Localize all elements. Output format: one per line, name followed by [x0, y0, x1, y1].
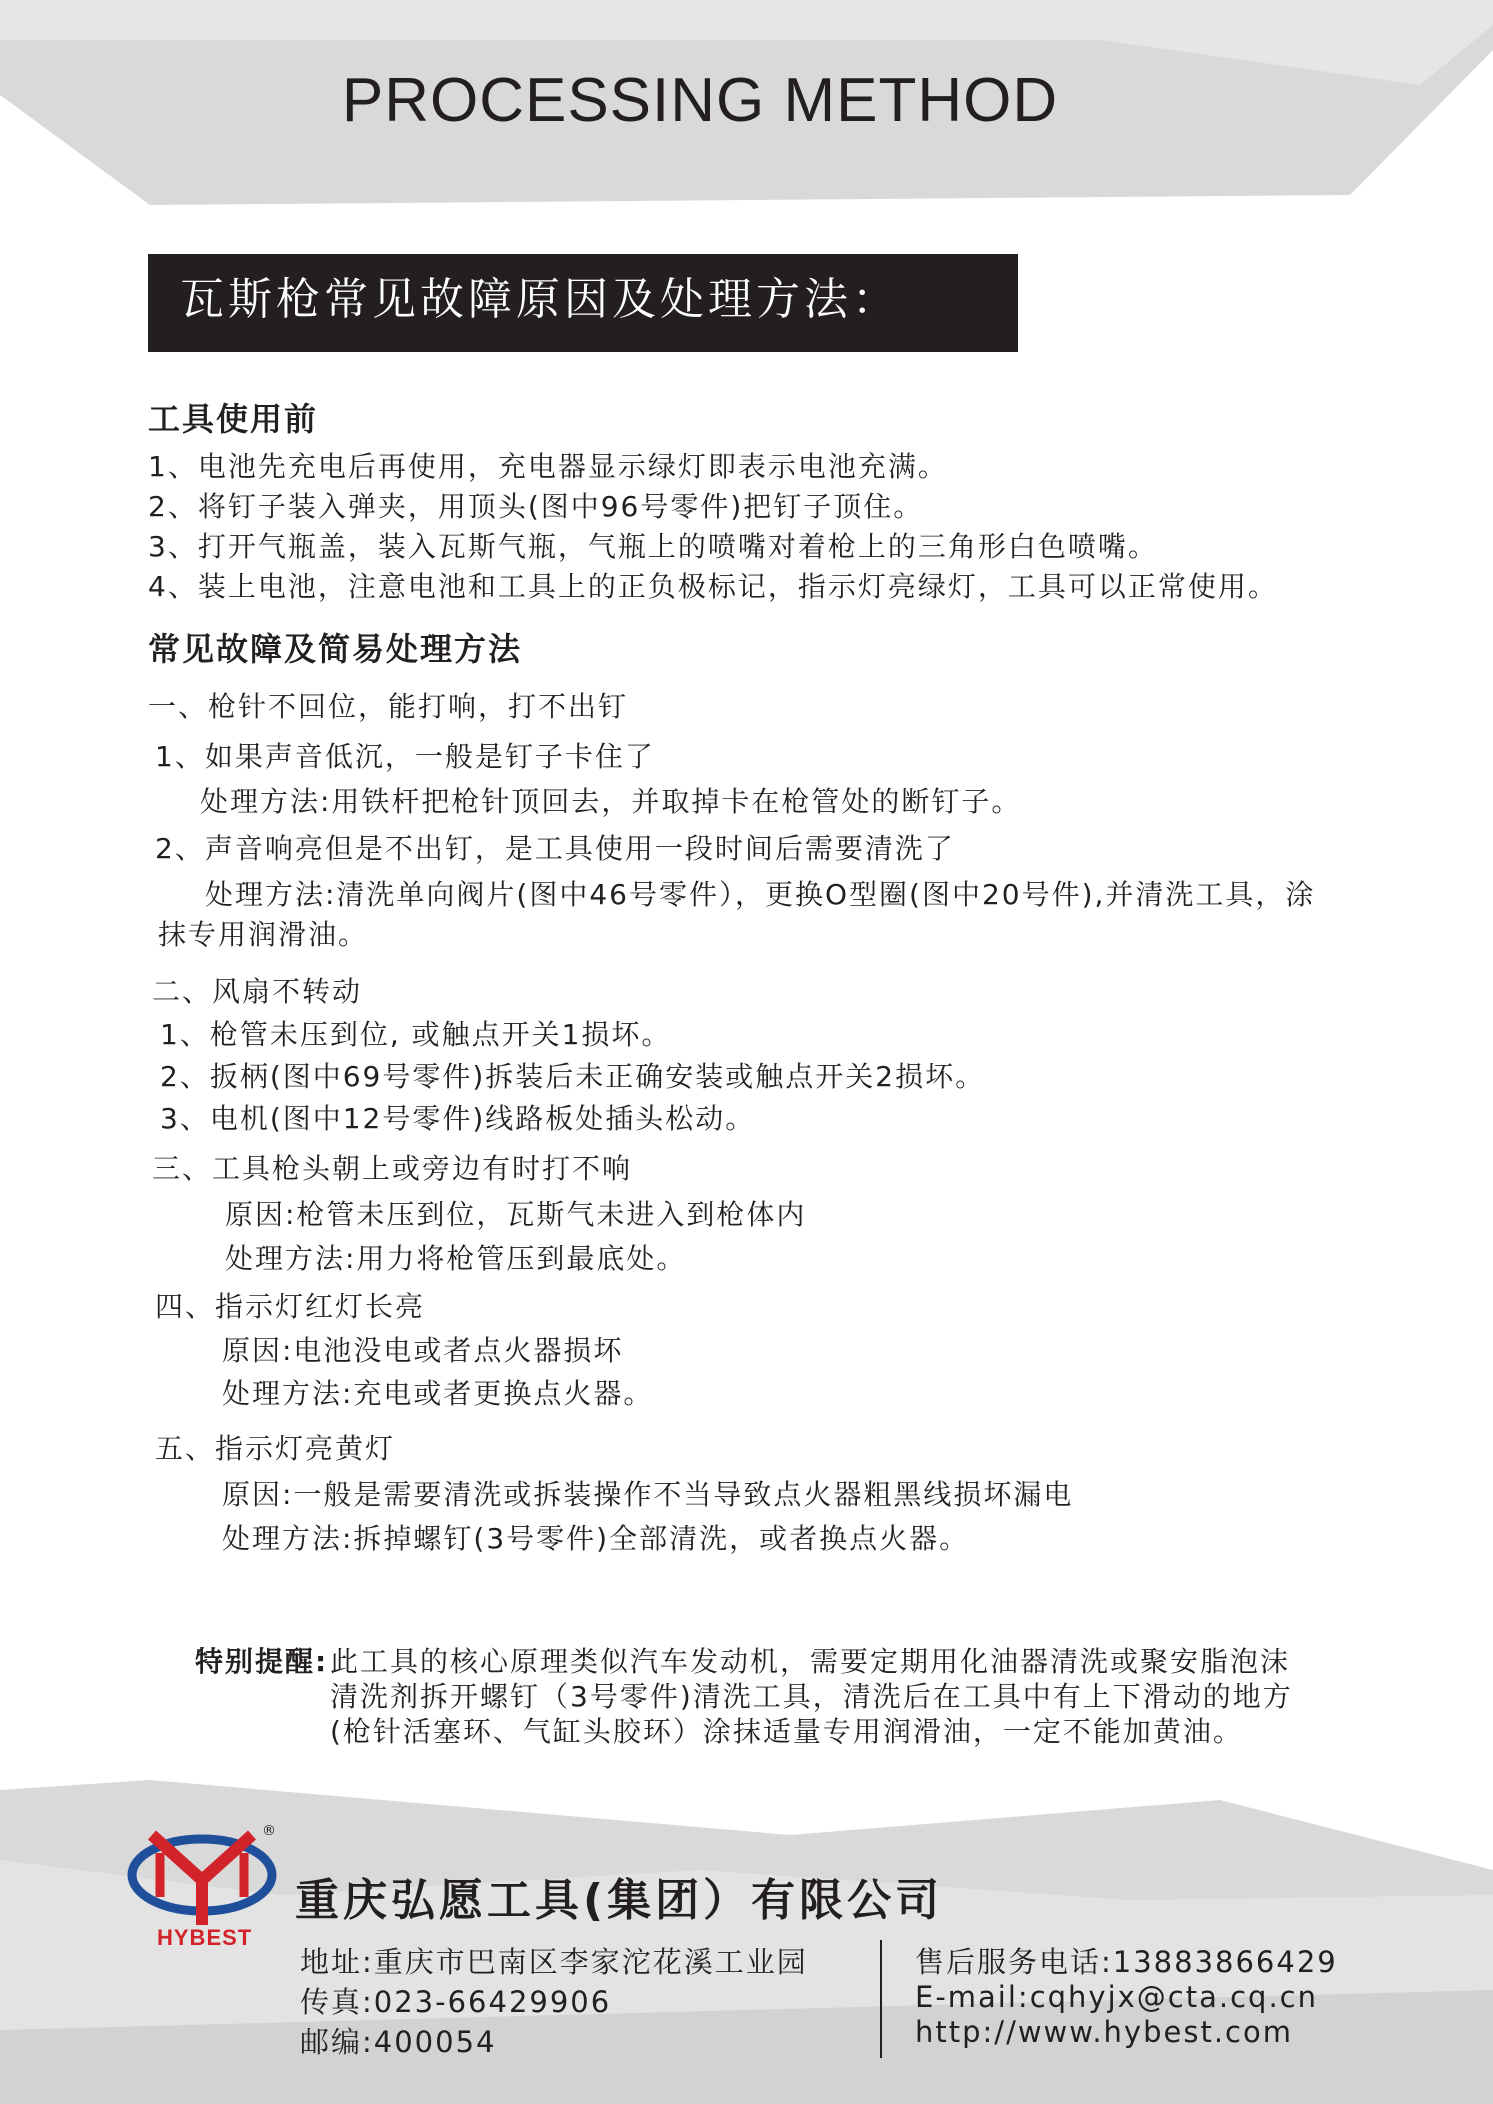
- fault-2-item-1: 1、枪管未压到位, 或触点开关1损坏。: [160, 1018, 672, 1051]
- fault-5-title: 五、指示灯亮黄灯: [155, 1432, 396, 1465]
- reminder-line-2: 清洗剂拆开螺钉（3号零件)清洗工具，清洗后在工具中有上下滑动的地方: [330, 1680, 1293, 1713]
- reminder-line-1: 此工具的核心原理类似汽车发动机，需要定期用化油器清洗或聚安脂泡沫: [330, 1645, 1291, 1678]
- fault-2-title: 二、风扇不转动: [152, 975, 363, 1008]
- fault-4-title: 四、指示灯红灯长亮: [155, 1290, 426, 1323]
- before-use-item-2: 2、将钉子装入弹夹，用顶头(图中96号零件)把钉子顶住。: [148, 490, 924, 523]
- before-use-heading: 工具使用前: [148, 400, 319, 438]
- fault-1-item-2-method: 处理方法:清洗单向阀片(图中46号零件），更换O型圈(图中20号件),并清洗工具，涂: [205, 878, 1316, 911]
- company-email: E-mail:cqhyjx@cta.cq.cn: [915, 1980, 1319, 2014]
- fault-2-item-3: 3、电机(图中12号零件)线路板处插头松动。: [160, 1102, 756, 1135]
- company-fax: 传真:023-66429906: [300, 1985, 612, 2019]
- before-use-item-1: 1、电池先充电后再使用，充电器显示绿灯即表示电池充满。: [148, 450, 948, 483]
- fault-5-cause: 原因:一般是需要清洗或拆装操作不当导致点火器粗黑线损坏漏电: [222, 1478, 1074, 1511]
- fault-1-item-2: 2、声音响亮但是不出钉，是工具使用一段时间后需要清洗了: [155, 832, 955, 865]
- faults-heading: 常见故障及简易处理方法: [148, 630, 523, 668]
- company-name: 重庆弘愿工具(集团）有限公司: [295, 1875, 944, 1926]
- fault-4-cause: 原因:电池没电或者点火器损坏: [222, 1334, 624, 1367]
- fault-1-item-1: 1、如果声音低沉，一般是钉子卡住了: [155, 740, 655, 773]
- banner-title: 瓦斯枪常见故障原因及处理方法：: [180, 274, 900, 325]
- reminder-line-3: (枪针活塞环、气缸头胶环）涂抹适量专用润滑油，一定不能加黄油。: [330, 1715, 1243, 1748]
- section-banner: [148, 254, 1018, 352]
- reminder-label: 特别提醒:: [195, 1645, 329, 1678]
- footer-divider: [880, 1940, 882, 2058]
- fault-1-item-1-method: 处理方法:用铁杆把枪针顶回去，并取掉卡在枪管处的断钉子。: [200, 785, 1022, 818]
- fault-1-item-2-method-cont: 抹专用润滑油。: [158, 918, 369, 951]
- fault-5-method: 处理方法:拆掉螺钉(3号零件)全部清洗，或者换点火器。: [222, 1522, 970, 1555]
- registered-mark: ®: [262, 1823, 276, 1839]
- service-phone: 售后服务电话:13883866429: [915, 1945, 1338, 1979]
- before-use-item-4: 4、装上电池，注意电池和工具上的正负极标记，指示灯亮绿灯，工具可以正常使用。: [148, 570, 1278, 603]
- page-title: PROCESSING METHOD: [341, 66, 1059, 135]
- fault-2-item-2: 2、扳柄(图中69号零件)拆装后未正确安装或触点开关2损坏。: [160, 1060, 986, 1093]
- before-use-item-3: 3、打开气瓶盖，装入瓦斯气瓶，气瓶上的喷嘴对着枪上的三角形白色喷嘴。: [148, 530, 1158, 563]
- hybest-logo-icon: [124, 1825, 284, 1935]
- company-website: http://www.hybest.com: [915, 2015, 1293, 2049]
- company-address: 地址:重庆市巴南区李家沱花溪工业园: [300, 1945, 808, 1979]
- fault-3-title: 三、工具枪头朝上或旁边有时打不响: [152, 1152, 633, 1185]
- logo-text: HYBEST: [157, 1925, 253, 1950]
- fault-3-method: 处理方法:用力将枪管压到最底处。: [225, 1242, 687, 1275]
- fault-1-title: 一、枪针不回位，能打响，打不出钉: [148, 690, 629, 723]
- company-postcode: 邮编:400054: [300, 2025, 497, 2059]
- fault-4-method: 处理方法:充电或者更换点火器。: [222, 1377, 654, 1410]
- fault-3-cause: 原因:枪管未压到位，瓦斯气未进入到枪体内: [225, 1198, 807, 1231]
